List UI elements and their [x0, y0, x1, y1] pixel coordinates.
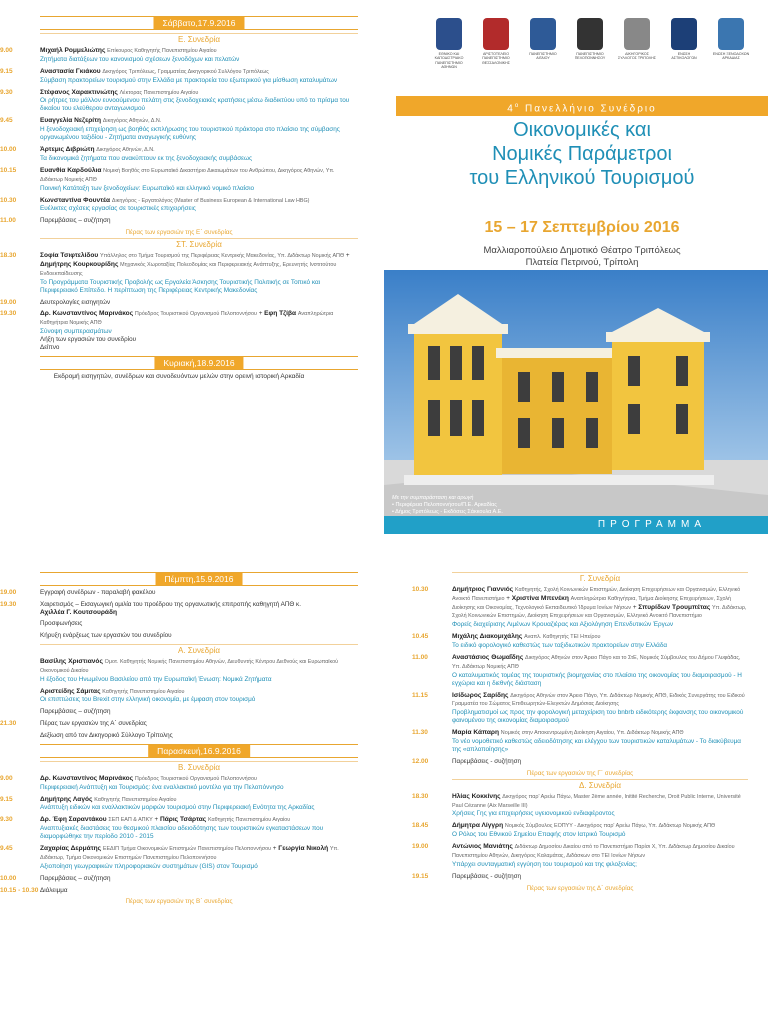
speaker-name: Γεωργία Νικολή — [278, 845, 329, 853]
sessions-g-d-panel — [384, 570, 768, 1024]
speaker-name: Αναστάσιος Θωμαΐδης — [452, 653, 524, 661]
entry-time: 10.00 — [0, 146, 17, 154]
speaker-affiliation: Λέκτορας Πανεπιστημίου Αιγαίου — [119, 89, 199, 96]
speaker-affiliation: Καθηγητής Πανεπιστημίου Αιγαίου — [102, 688, 185, 695]
entry-body — [40, 620, 358, 628]
day-label: Παρασκευή,16.9.2016 — [148, 745, 250, 757]
entry-text: Κήρυξη ενάρξεως των εργασιών του συνεδρίου — [40, 632, 172, 640]
logo-emblem-icon — [624, 18, 650, 50]
program-entry — [0, 632, 358, 640]
speaker-affiliation: Δικηγόρος Αθηνών, Δ.Ν. — [96, 147, 155, 154]
speaker-line — [452, 822, 748, 831]
speaker-line: Δημήτριος Γιαννιός Καθηγητής, Σχολή Κοινωνικών Επιστημών, Διοίκηση Επιχειρήσεων και Οργανισμών, Ελληνικό Ανοικτό Πανεπιστήμιο + Χριστίνα Μπενέκη Αναπληρώτρια Καθηγήτρια, Τμήμα Διοίκησης Επιχειρήσεων, Σχολή Διοίκησης και Οικονομίας, Τεχνολογικό Εκπαιδευτικό Ίδρυμα Ιονίων Νήσων + Σπυρίδων Τρουμπέτας Υπ. Διδάκτωρ, Σχολή Κοινωνικών Επιστημών, Διοίκηση Επιχειρήσεων και Οργανισμών, Ελληνικό Ανοικτό Πανεπιστήμιο — [452, 586, 747, 620]
entry-body — [452, 843, 748, 869]
session-end-note: Πέρας των εργασιών της Δ΄ συνεδρίας — [526, 884, 634, 892]
logo-label: ΕΝΩΣΗ ΞΕΝΟΔΟΧΩΝ ΑΡΚΑΔΙΑΣ — [712, 52, 750, 61]
logo-label: ΠΑΝΕΠΙΣΤΗΜΙΟ ΑΙΓΑΙΟΥ — [529, 52, 557, 61]
speaker-line: Δρ. Κωνσταντίνος Μαρινάκος Πρόεδρος Τουριστικού Οργανισμού Πελοποννήσου + Εφη Τζίβα Αναπληρώτρια Καθηγήτρια Νομικής ΑΠΘ — [40, 310, 334, 327]
entry-time: 10.45 — [412, 633, 429, 641]
conference-band: $4^o$ Πανελλήνιο Συνέδριο — [396, 96, 768, 116]
speaker-name: Ευανθία Καρδούλια — [40, 166, 102, 174]
session-title: Α. Συνεδρία — [40, 644, 358, 656]
thursday-friday-panel — [0, 570, 384, 1024]
partner-logo — [712, 18, 750, 61]
entry-body — [452, 873, 748, 881]
logo-label: ΔΙΚΗΓΟΡΙΚΟΣ ΣΥΛΛΟΓΟΣ ΤΡΙΠΟΛΗΣ — [618, 52, 656, 61]
sponsors-caption: Με την συμπαράσταση και αρωγή • Περιφέρεια Πελοποννήσου/Π.Ε. Αρκαδίας • Δήμος Τριπόλεως - Εκδόσεις Σάκκουλα Α.Ε. — [392, 495, 503, 515]
entry-body — [452, 633, 748, 650]
entry-body — [40, 816, 358, 841]
entry-time: 9.00 — [0, 47, 13, 54]
talk-title: Ζητήματα διατάξεων του κανονισμού σχέσεων ξενοδόχων και πελατών — [40, 55, 240, 63]
speaker-line — [452, 729, 748, 738]
logo-label: ΕΘΝΙΚΟ ΚΑΙ ΚΑΠΟΔΙΣΤΡΙΑΚΟ ΠΑΝΕΠΙΣΤΗΜΙΟ ΑΘΗΝΩΝ — [434, 52, 464, 70]
speaker-name: Πάρις Τσάρτας — [159, 816, 207, 824]
program-entry — [0, 658, 358, 684]
speaker-affiliation: ΣΕΠ ΕΑΠ & ΑΠΚΥ — [108, 817, 153, 824]
talk-title: Φορείς διαχείρισης Λιμένων Κρουαζιέρας και Αξιολόγηση Επενδυτικών Έργων — [452, 621, 674, 629]
speaker-name: Σπυρίδων Τρουμπέτας — [638, 603, 711, 611]
entry-text: Δείπνο — [40, 343, 60, 351]
speaker-line: Δρ. Έφη Σαραντάκου ΣΕΠ ΕΑΠ & ΑΠΚΥ + Πάρις Τσάρτας Καθηγητής Πανεπιστημίου Αιγαίου — [40, 816, 291, 824]
entry-text: Παρεμβάσεις – συζήτηση — [40, 874, 111, 882]
partner-logo — [618, 18, 656, 61]
entry-time: 9.30 — [0, 88, 13, 96]
program-entry — [0, 887, 358, 895]
program-entry — [0, 146, 358, 163]
talk-title: Το Προγράμματα Τουριστικής Προβολής ως Εργαλεία Άσκησης Τουριστικής Πολιτικής σε Τοπικό και Περιφερειακό Επίπεδο. Η περίπτωση της Περιφέρειας Κεντρικής Μακεδονίας — [40, 278, 321, 294]
entry-text: Πέρας των εργασιών της Α΄ συνεδρίας — [40, 720, 147, 728]
session-title: ΣΤ. Συνεδρία — [40, 238, 358, 250]
day-label: Πέμπτη,15.9.2016 — [156, 573, 243, 585]
entry-text: Διάλειμμα — [40, 886, 68, 894]
entry-body — [40, 732, 358, 740]
entry-body — [40, 688, 358, 705]
speaker-affiliation: Δικηγόρος Αθηνών, Δ.Ν. — [102, 118, 162, 125]
entry-time: 18.30 — [0, 252, 17, 260]
speaker-affiliation: Πρόεδρος Τουριστικού Οργανισμού Πελοποννήσου — [134, 311, 257, 318]
talk-title: Οι ρήτρες του μάλλον ευνοούμενου πελάτη στις ξενοδοχειακές κρατήσεις μέσω διαδικτύου υπό το πρίσμα του δικαίου του ελεύθερου ανταγωνισμού — [40, 97, 350, 113]
speaker-name: Δρ. Έφη Σαραντάκου — [40, 816, 107, 824]
program-entry — [0, 167, 358, 193]
speaker-affiliation: Ομοτ. Καθηγητής Νομικής Πανεπιστημίου Αθηνών, Διευθυντής Κέντρου Διεθνούς και Ευρωπαϊκού Οικονομικού Δικαίου — [40, 658, 339, 674]
entry-body — [40, 775, 358, 792]
program-entry — [0, 708, 358, 716]
session-title: Ε. Συνεδρία — [40, 33, 358, 45]
entry-time: 19.30 — [0, 600, 17, 608]
entry-time: 19.00 — [412, 843, 429, 851]
session-end-note: Πέρας των εργασιών της Γ΄ συνεδρίας — [526, 769, 634, 777]
talk-title: Το ειδικό φορολογικό καθεστώς των ταξιδιωτικών πρακτορείων στην Ελλάδα — [452, 641, 668, 649]
program-entry — [412, 843, 748, 869]
speaker-name: Εφη Τζίβα — [264, 310, 297, 318]
day-label: Κυριακή,18.9.2016 — [154, 357, 243, 369]
session-title: Β. Συνεδρία — [40, 761, 358, 773]
talk-title: Ευέλικτες σχέσεις εργασίας σε τουριστικές επιχειρήσεις — [40, 205, 196, 213]
speaker-affiliation: Υπάλληλος στο Τμήμα Τουρισμού της Περιφέρειας Κεντρικής Μακεδονίας, Υπ. Διδάκτωρ Νομικής ΑΠΘ — [100, 253, 345, 260]
entry-body — [40, 310, 358, 351]
speaker-name: Δρ. Κωνσταντίνος Μαρινάκος — [40, 310, 134, 318]
talk-title: Αξιοποίηση γεωγραφικών πληροφοριακών συστημάτων (GIS) στον Τουρισμό — [40, 862, 258, 870]
program-entry — [412, 692, 748, 726]
program-entry — [412, 586, 748, 629]
program-entry — [0, 217, 358, 225]
entry-time — [0, 688, 40, 705]
entry-body — [40, 601, 358, 617]
talk-title: Τα δικονομικά ζητήματα που ανακύπτουν εκ της ξενοδοχειακής συμβάσεως — [40, 154, 253, 162]
entry-body — [40, 708, 358, 716]
session-title: Γ. Συνεδρία — [452, 572, 748, 584]
speaker-affiliation: Επίκουρος Καθηγητής Πανεπιστημίου Αιγαίου — [107, 48, 217, 54]
entry-body — [452, 654, 748, 688]
session-end-note: Πέρας των εργασιών της Ε΄ συνεδρίας — [125, 229, 233, 237]
speaker-affiliation: Υπ. Διδάκτωρ, Τμήμα Οικονομικών Επιστημών Πανεπιστημίου Πελοποννήσου — [40, 846, 339, 861]
entry-time: 19.15 — [412, 872, 429, 880]
speaker-line — [40, 167, 358, 185]
entry-body — [40, 47, 358, 64]
entry-time: 19.00 — [0, 589, 17, 596]
day-bar — [40, 744, 358, 758]
day-bar — [40, 356, 358, 370]
talk-title: Αναπτυξιακές διαστάσεις του θεσμικού πλαισίου αδειοδότησης των τουριστικών εγκαταστάσεων που διαμορφώθηκε την περίοδο 2010 - 2015 — [40, 825, 324, 841]
entry-body — [40, 589, 358, 597]
entry-text: Παρεμβάσεις – συζήτηση — [40, 217, 111, 225]
speaker-line — [452, 633, 748, 642]
speaker-name: Δημήτριος Γιαννιός — [452, 586, 514, 593]
speaker-line — [40, 775, 358, 784]
speaker-line — [40, 117, 358, 126]
entry-text: Χαιρετισμός – Εισαγωγική ομιλία του προέδρου της οργανωτικής επιτροπής καθηγητή ΑΠΘ κ. — [40, 600, 301, 608]
speaker-name: Μιχάλης Διακομιχάλης — [452, 633, 523, 641]
saturday-inner — [0, 16, 358, 380]
entry-text: Παρεμβάσεις – συζήτηση — [40, 708, 111, 716]
speaker-line — [452, 793, 748, 811]
logo-emblem-icon — [718, 18, 744, 50]
speaker-name: Δρ. Κωνσταντίνος Μαρινάκος — [40, 774, 134, 782]
talk-title: Ποινική Κατάταξη των ξενοδοχείων: Ευρωπαϊκό και ελληνικό νομικό πλαίσιο — [40, 184, 255, 192]
partner-logos — [430, 18, 766, 80]
talk-title: Περιφερειακή Ανάπτυξη και Τουρισμός: ένα εναλλακτικό μοντέλο για την Πελοπόννησο — [40, 783, 284, 791]
entry-body — [40, 146, 358, 163]
entry-body — [40, 845, 358, 871]
entry-time: 11.30 — [412, 729, 428, 737]
program-entry — [412, 729, 748, 754]
logo-emblem-icon — [530, 18, 556, 50]
speaker-line — [40, 658, 358, 676]
entry-bold-name: Αχιλλέα Γ. Κουτσουράδη — [40, 608, 118, 616]
program-entry — [412, 654, 748, 688]
speaker-name: Σοφία Τσιφτελίδου — [40, 252, 99, 260]
logo-label: ΑΡΙΣΤΟΤΕΛΕΙΟ ΠΑΝΕΠΙΣΤΗΜΙΟ ΘΕΣΣΑΛΟΝΙΚΗΣ — [482, 52, 510, 65]
program-entry — [0, 299, 358, 307]
entry-time — [0, 632, 40, 640]
entry-body — [40, 167, 358, 193]
speaker-line — [40, 47, 358, 56]
talk-title: Ο Ρόλος του Εθνικού Σημείου Επαφής στον Ιατρικό Τουρισμό — [452, 831, 626, 839]
entry-body — [40, 875, 358, 883]
talk-title: Το νέο νομοθετικό καθεστώς αδειοδότησης και ελέγχου των τουριστικών καταλυμάτων - Το διακύβευμα της «απλοποίησης» — [452, 737, 741, 753]
entry-time: 10.15 - 10.30 — [0, 886, 39, 894]
program-entry — [0, 796, 358, 813]
logo-label: ΕΝΩΣΗ ΑΣΤΙΚΟΛΟΓΩΝ — [671, 52, 697, 61]
entry-time: 10.30 — [0, 196, 17, 204]
program-entry — [0, 89, 358, 114]
entry-body — [40, 658, 358, 684]
talk-title: Ανάπτυξη ειδικών και εναλλακτικών μορφών τουρισμού στην Περιφερειακή Ενότητα της Αρκαδίας — [40, 804, 315, 812]
talk-title: Η ξενοδοχειακή επιχείρηση ως βοηθός εκπλήρωσης του τουριστικού πράκτορα στο πλαίσιο της σύμβασης οργανωμένου ταξιδίου - Ζητήματα αναγωγικής ευθύνης — [40, 126, 340, 142]
speaker-name: Δημήτρης Λαγός — [40, 795, 93, 803]
program-entry — [0, 775, 358, 792]
entry-body — [40, 217, 358, 225]
speaker-name: Ισίδωρος Σαρίδης — [452, 691, 509, 699]
speaker-affiliation: Νομική Βοηθός στο Ευρωπαϊκό Δικαστήριο Δικαιωμάτων του Ανθρώπου, Δικηγόρος Αθηνών, Υπ. Διδάκτωρ Νομικής ΑΠΘ — [40, 167, 335, 183]
entry-time: 11.00 — [0, 217, 16, 225]
speaker-affiliation: Δικηγόρος - Εργατολόγος (Master of Business European & International Law HBG) — [111, 197, 310, 204]
speaker-name: Βασίλης Χριστιανός — [40, 657, 103, 665]
speaker-name: Αριστείδης Σάμιτας — [40, 687, 101, 695]
entry-body — [40, 887, 358, 895]
program-entry — [0, 875, 358, 883]
conference-dates: 15 – 17 Σεπτεμβρίου 2016 — [484, 219, 680, 236]
program-entry — [0, 310, 358, 351]
entry-body — [40, 632, 358, 640]
speaker-name: Ζαχαρίας Δερμάτης — [40, 845, 102, 853]
entry-time: 21.30 — [0, 720, 17, 728]
theatre-photo — [384, 270, 768, 520]
entry-text: Δεξίωση από τον Δικηγορικό Σύλλογο Τρίπολης — [40, 731, 173, 739]
speaker-line — [452, 843, 748, 861]
entry-body — [452, 822, 748, 839]
program-entry — [0, 720, 358, 728]
speaker-line: Ζαχαρίας Δερμάτης ΕΕΔΙΠ Τμήμα Οικονομικών Επιστημών Πανεπιστημίου Πελοποννήσου + Γεωργία Νικολή Υπ. Διδάκτωρ, Τμήμα Οικονομικών Επιστημών Πανεπιστημίου Πελοποννήσου — [40, 845, 339, 861]
speaker-name: Δήμητρα Λίγγρη — [452, 822, 504, 830]
entry-body — [452, 692, 748, 726]
talk-title: Υπάρχει συνταγματική εγγύηση του τουρισμού και της φιλοξενίας; — [452, 860, 637, 868]
entry-text: Παρεμβάσεις - συζήτηση — [452, 757, 522, 765]
partner-logo — [477, 18, 515, 65]
speaker-affiliation: Δικηγόρος Αθηνών στον Άρειο Πάγο, Υπ. Διδάκτωρ Νομικής ΑΠΘ, Ειδικός Συνεργάτης του Ειδικού Γραμματέα του Σώματος Επιθεωρητών-Ελεγκτών Δημόσιας Διοίκησης — [452, 692, 745, 708]
entry-time: 10.15 — [0, 166, 17, 174]
entry-time: 9.45 — [0, 117, 13, 125]
saturday-panel — [0, 14, 384, 534]
program-entry — [412, 873, 748, 881]
talk-title: Σύμβαση πρακτορείων τουρισμού στην Ελλάδα με πρακτορεία του εξωτερικού για μίσθωση καταλυμάτων — [40, 76, 338, 84]
program-entry — [412, 758, 748, 766]
speaker-name: Άρτεμις Διβριώτη — [40, 146, 95, 154]
entry-text: Λήξη των εργασιών του συνεδρίου — [40, 335, 137, 343]
entry-time: 19.30 — [0, 310, 17, 318]
logo-emblem-icon — [436, 18, 462, 50]
speaker-name: Κωνσταντίνα Φουντέα — [40, 196, 111, 204]
logo-emblem-icon — [577, 18, 603, 50]
day-bar — [40, 572, 358, 586]
entry-time: 10.00 — [0, 874, 17, 882]
logo-emblem-icon — [671, 18, 697, 50]
entry-body — [40, 117, 358, 142]
speaker-name: Μαρία Κάπαρη — [452, 729, 500, 737]
talk-title: Προβληματισμοί ως προς την φορολογική μεταχείριση του bnbrb ειδικότερης έκφανσης του οικονομικού φαινομένου της οικονομίας διαμοιρασμού — [452, 709, 744, 725]
speaker-line — [452, 654, 748, 672]
speaker-affiliation: Αναπληρώτρια Καθηγήτρια Νομικής ΑΠΘ — [40, 311, 334, 327]
speaker-affiliation: Δικηγόρος Τριπόλεως, Γραμματέας Δικηγορικού Συλλόγου Τριπόλεως — [102, 68, 269, 75]
program-entry — [0, 117, 358, 142]
program-entry — [0, 197, 358, 214]
entry-time: 9.00 — [0, 774, 13, 782]
program-entry — [412, 822, 748, 839]
speaker-name: Χριστίνα Μπενέκη — [511, 594, 569, 602]
entry-text: Προσφωνήσεις — [40, 620, 83, 628]
talk-title: Σύνοψη συμπερασμάτων — [40, 327, 112, 335]
program-entry — [0, 589, 358, 597]
program-entry — [412, 793, 748, 819]
partner-logo — [524, 18, 562, 61]
speaker-line — [452, 692, 748, 710]
entry-time: 9.30 — [0, 816, 13, 824]
entry-body — [452, 793, 748, 819]
entry-text: Παρεμβάσεις - συζήτηση — [452, 872, 522, 880]
day-label: Σάββατο,17.9.2016 — [153, 17, 244, 29]
entry-body — [40, 89, 358, 114]
speaker-affiliation: Νομικός Σύμβουλος ΕΟΠΥΥ - Δικηγόρος παρ' Αρείω Πάγω, Υπ. Διδάκτωρ Νομικής ΑΠΘ — [504, 823, 716, 830]
partner-logo — [571, 18, 609, 61]
program-entry — [0, 816, 358, 841]
speaker-affiliation: Πρόεδρος Τουριστικού Οργανισμού Πελοποννήσου — [134, 775, 257, 782]
program-entry — [0, 732, 358, 740]
talk-title: Οι επιπτώσεις του Brexit στην ελληνική οικονομία, με έμφαση στον τουρισμό — [40, 696, 256, 704]
speaker-affiliation: Υπ. Διδάκτωρ, Σχολή Κοινωνικών Επιστημών, Διοίκηση Επιχειρήσεων και Οργανισμών, Ελληνικό Ανοικτό Πανεπιστήμιο — [452, 604, 747, 620]
logo-emblem-icon — [483, 18, 509, 50]
entry-time — [0, 708, 40, 716]
speaker-line — [40, 68, 358, 77]
speaker-affiliation: ΕΕΔΙΠ Τμήμα Οικονομικών Επιστημών Πανεπιστημίου Πελοποννήσου — [102, 846, 272, 853]
speaker-line: Σοφία Τσιφτελίδου Υπάλληλος στο Τμήμα Τουρισμού της Περιφέρειας Κεντρικής Μακεδονίας, Υπ. Διδάκτωρ Νομικής ΑΠΘ + Δημήτρης Κουρκουρίδης Μηχανικός Χωροταξίας Πολεοδομίας και Περιφερειακής Ανάπτυξης, Ερευνητής Ινστιτούτου Ενδοεκπαίδευσης — [40, 252, 350, 277]
entry-time — [0, 658, 40, 684]
speaker-name: Δημήτρης Κουρκουρίδης — [40, 260, 119, 268]
entry-time: 9.45 — [0, 845, 13, 853]
entry-text: Δευτερολογίες εισηγητών — [40, 298, 111, 306]
entry-body — [452, 586, 748, 629]
speaker-name: Ευαγγελία Νεζερίτη — [40, 117, 102, 125]
talk-title: Ο καταλυματικός τομέας της τουριστικής βιομηχανίας στο πλαίσιο της οικονομίας του διαμοιρασμού - Η εγχώρια και η διεθνής διάσταση — [452, 671, 742, 687]
speaker-affiliation: Δικηγόρος Αθηνών στον Άρειο Πάγο και το ΣτΕ, Νομικός Σύμβουλος του Δήμου Γλυφάδας, Υπ. Διδάκτωρ Νομικής ΑΠΘ — [452, 654, 741, 670]
entry-time: 18.45 — [412, 822, 429, 830]
program-entry — [0, 252, 358, 294]
logo-label: ΠΑΝΕΠΙΣΤΗΜΙΟ ΠΕΛΟΠΟΝΝΗΣΟΥ — [574, 52, 606, 61]
speaker-name: Ηλίας Κοκκίνης — [452, 792, 501, 800]
speaker-affiliation: Καθηγητής Πανεπιστημίου Αιγαίου — [94, 796, 177, 803]
speaker-affiliation: Καθηγητής Πανεπιστημίου Αιγαίου — [207, 817, 291, 824]
entry-time: 10.30 — [412, 586, 429, 593]
entry-time: 9.15 — [0, 67, 13, 75]
program-entry — [0, 620, 358, 628]
talk-title: Χρήσεις Γης για επιχειρήσεις υγειονομικού ενδιαφέροντος — [452, 810, 615, 818]
entry-body — [40, 720, 358, 728]
speaker-line — [40, 146, 358, 155]
entry-body — [452, 729, 748, 754]
day-bar — [40, 16, 358, 30]
entry-time: 9.15 — [0, 795, 13, 803]
entry-time — [0, 620, 40, 628]
entry-time: 11.15 — [412, 691, 428, 699]
program-band: ΠΡΟΓΡΑΜΜΑ — [384, 516, 768, 534]
entry-body — [40, 197, 358, 214]
conference-title: Οικονομικές και Νομικές Παράμετροι του Ελληνικού Τουρισμού — [469, 119, 695, 189]
session-title: Δ. Συνεδρία — [452, 779, 748, 791]
speaker-affiliation: Νομικός στην Αποκεντρωμένη Διοίκηση Αιγαίου, Υπ. Διδάκτωρ Νομικής ΑΠΘ — [500, 730, 684, 737]
entry-body — [40, 299, 358, 307]
program-entry — [0, 68, 358, 85]
program-entry — [412, 633, 748, 650]
partner-logo — [665, 18, 703, 61]
venue: Μαλλιαροπούλειο Δημοτικό Θέατρο Τριπόλεως Πλατεία Πετρινού, Τρίπολη — [483, 245, 681, 268]
entry-body — [40, 68, 358, 85]
entry-time: 11.00 — [412, 653, 428, 661]
session-end-note: Πέρας των εργασιών της Β΄ συνεδρίας — [125, 898, 233, 906]
sunday-text: Εκδρομή εισηγητών, συνέδρων και συνοδευόντων μελών στην ορεινή ιστορική Αρκαδία — [53, 372, 305, 380]
speaker-affiliation: Διδάκτωρ Δημοσίου Δικαίου από το Πανεπιστήμιο Παρίσι X, Υπ. Διδάκτωρ Δημοσίου Δικαίου Πανεπιστημίου Αθηνών, Δικηγόρος Καλαμάτας, Διδάσκων στο ΤΕΙ Ιονίων Νήσων — [452, 844, 735, 859]
program-entry — [0, 47, 358, 64]
entry-body — [40, 252, 358, 294]
speaker-affiliation: Αναπληρώτρια Καθηγήτρια, Τμήμα Διοίκησης Επιχειρήσεων, Σχολή Διοίκησης και Οικονομίας, Τεχνολογικό Εκπαιδευτικό Ίδρυμα Ιονίων Νήσων — [452, 595, 732, 611]
speaker-name: Αναστασία Γκιάκου — [40, 67, 101, 75]
speaker-affiliation: Καθηγητής, Σχολή Κοινωνικών Επιστημών, Διοίκηση Επιχειρήσεων και Οργανισμών, Ελληνικό Ανοικτό Πανεπιστήμιο — [452, 587, 741, 602]
speaker-name: Αντώνιος Μανιάτης — [452, 843, 513, 851]
program-entry — [0, 845, 358, 871]
entry-time: 18.30 — [412, 792, 429, 800]
speaker-name: Μιχαήλ Ρομμελιώτης — [40, 47, 106, 54]
speaker-name: Στέφανος Χαρακτινιώτης — [40, 88, 118, 96]
partner-logo — [430, 18, 468, 70]
program-entry — [0, 688, 358, 705]
entry-time: 12.00 — [412, 757, 429, 765]
speaker-affiliation: Μηχανικός Χωροταξίας Πολεοδομίας και Περιφερειακής Ανάπτυξης, Ερευνητής Ινστιτούτου Ενδοεκπαίδευσης — [40, 261, 337, 277]
speaker-affiliation: Αναπλ. Καθηγητής ΤΕΙ Ηπείρου — [524, 634, 601, 641]
entry-body — [40, 796, 358, 813]
entry-text: Εγγραφή συνέδρων - παραλαβή φακέλου — [40, 589, 156, 596]
entry-body — [452, 758, 748, 766]
talk-title: Η έξοδος του Ηνωμένου Βασιλείου από την Ευρωπαϊκή Ένωση: Νομικά Ζητήματα — [40, 675, 272, 683]
program-entry — [0, 601, 358, 617]
speaker-affiliation: Δικηγόρος παρ' Αρείω Πάγω, Master 2ème année, Ιnitité Recherche, Droit Public Interne, Université Paul Cézanne (Aix Marseille III) — [452, 793, 741, 809]
entry-time — [0, 732, 40, 740]
entry-time: 19.00 — [0, 298, 17, 306]
